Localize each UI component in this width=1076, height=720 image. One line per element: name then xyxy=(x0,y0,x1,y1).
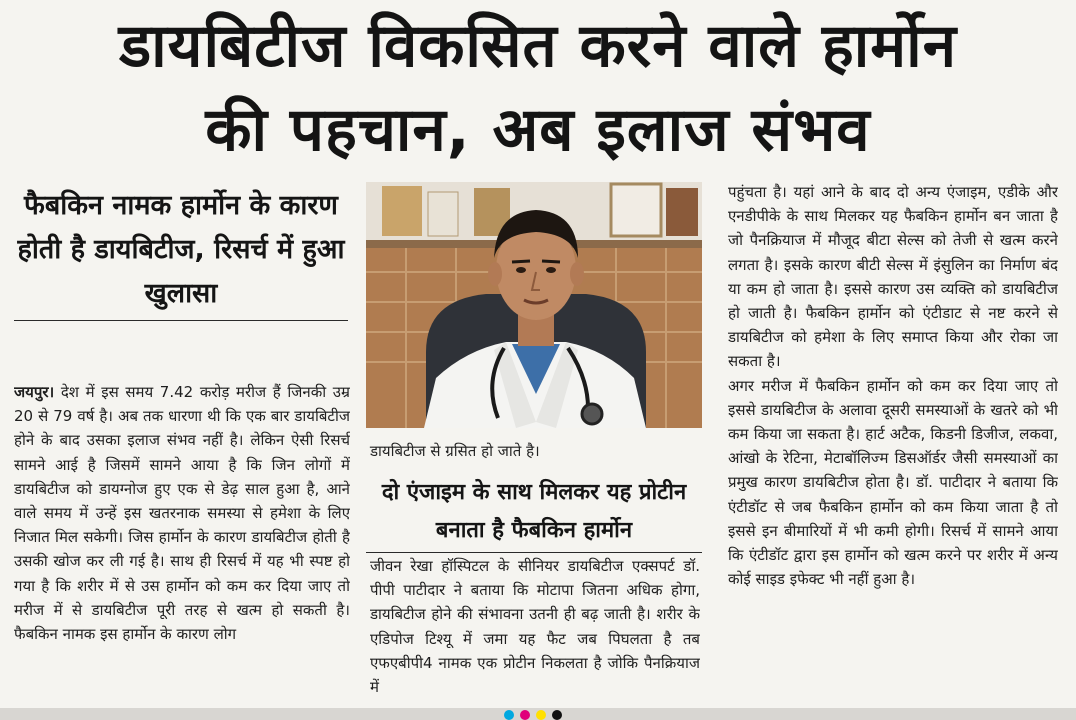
registration-mark-magenta xyxy=(520,710,530,720)
headline-line-2: की पहचान, अब इलाज संभव xyxy=(205,95,871,165)
registration-mark-yellow xyxy=(536,710,546,720)
registration-mark-cyan xyxy=(504,710,514,720)
article-column-2 xyxy=(370,554,700,704)
dateline: जयपुर। xyxy=(14,383,55,401)
subheadline: फैबकिन नामक हार्मोन के कारण होती है डायबिटीज, रिसर्च में हुआ खुलासा xyxy=(17,190,345,309)
column-3-para-1: पहुंचता है। यहां आने के बाद दो अन्य एंजाइम, एडीके और एनडीपीके के साथ मिलकर यह फैबकिन हार्मोन बन जाता है जो पैनक्रियाज में मौजूद बीटा सेल्स को तेजी से खत्म करने लगता है। इसके कारण बीटी सेल्स में इंसुलिन का निर्माण बंद या कम हो जाता है। इससे कारण उस व्यक्ति को डायबिटीज हो जाती है। फैबकिन हार्मोन को एंटीडाट से नष्ट करने से डायबिटीज को हमेशा के लिए समाप्त किया और रोका जा सकता है। xyxy=(728,183,1058,371)
registration-mark-black xyxy=(552,710,562,720)
headline-line-1: डायबिटीज विकसित करने वाले हार्मोन xyxy=(119,11,957,81)
doctor-photo xyxy=(366,182,702,428)
middle-subheadline: दो एंजाइम के साथ मिलकर यह प्रोटीन बनाता है फैबकिन हार्मोन xyxy=(381,480,687,543)
article-column-3 xyxy=(728,180,1058,680)
article-column-1 xyxy=(14,380,350,702)
divider xyxy=(14,320,348,321)
column-1-text: देश में इस समय 7.42 करोड़ मरीज हैं जिनकी उम्र 20 से 79 वर्ष है। अब तक धारणा थी कि एक बार डायबिटीज होने के बाद उसका इलाज संभव नहीं है। लेकिन ऐसी रिसर्च सामने आई है जिसमें सामने आया है कि जिन लोगों में डायबिटीज को डायग्नोज हुए एक से डेढ़ साल हुआ है, आने वाले समय में उन्हें इस खतरनाक समस्या से हमेशा के लिए निजात मिल सकेगी। जिस हार्मोन के कारण डायबिटीज होती है उसकी खोज कर ली गई है। साथ ही रिसर्च में यह भी स्पष्ट हो गया है कि शरीर में से उस हार्मोन को कम कर दिया जाए तो मरीज में से डायबिटीज पूरी तरह से खत्म हो सकती है। फैबकिन नामक इस हार्मोन के कारण लोग xyxy=(14,383,350,644)
photo-caption: डायबिटीज से ग्रसित हो जाते है। xyxy=(370,442,540,460)
column-3-para-2: अगर मरीज में फैबकिन हार्मोन को कम कर दिया जाए तो इससे डायबिटीज के अलावा दूसरी समस्याओं के खतरे को भी कम किया जा सकता है। हार्ट अटैक, किडनी डिजीज, लकवा, आंखो के रेटिना, मेटाबॉलिज्म डिसऑर्डर जैसी समस्याओं का प्रमुख कारण डायबिटीज होता है। डॉ. पाटीदार ने बताया कि एंटीडॉट से जब फैबकिन हार्मोन को कम किया जाता है तो इससे इन बीमारियों में भी कमी होगी। रिसर्च में सामने आया कि एंटीडॉट द्वारा इस हार्मोन को खत्म करने पर शरीर में अन्य कोई साइड इफेक्ट भी नहीं हुआ है। xyxy=(728,376,1058,589)
column-2-text: जीवन रेखा हॉस्पिटल के सीनियर डायबिटीज एक्सपर्ट डॉ. पीपी पाटीदार ने बताया कि मोटापा जितना अधिक होगा, डायबिटीज होने की संभावना उतनी ही बढ़ जाती है। शरीर के एडिपोज टिश्यू में जमा यह फैट जब पिघलता है तब एफएबीपी4 नामक एक प्रोटीन निकलता है जोकि पैनक्रियाज में xyxy=(370,557,700,697)
divider xyxy=(366,552,702,553)
